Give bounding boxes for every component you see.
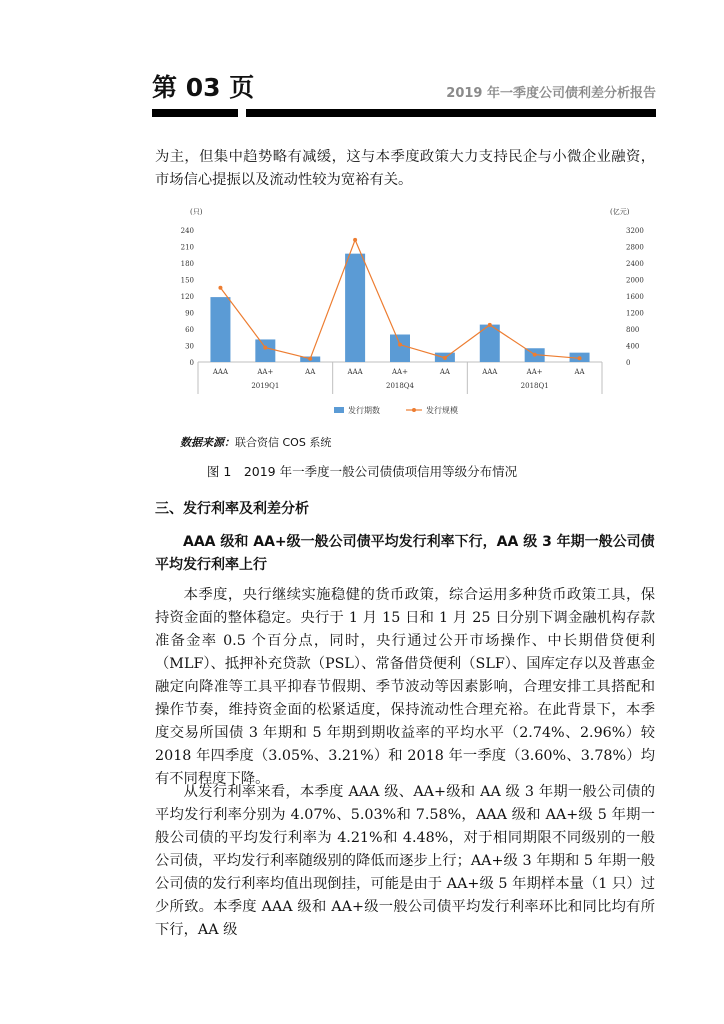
- left-tick-label: 30: [185, 342, 194, 351]
- category-label: AAA: [212, 368, 229, 376]
- category-label: AAA: [482, 368, 498, 376]
- figure-caption: 图 1 2019 年一季度一般公司债债项信用等级分布情况: [206, 464, 518, 479]
- left-tick-label: 150: [180, 276, 194, 285]
- left-tick-label: 240: [180, 227, 194, 235]
- right-tick-label: 2000: [626, 276, 644, 285]
- intro-paragraph: 为主，但集中趋势略有减缓，这与本季度政策大力支持民企与小微企业融资，市场信心提振以及流动性较为宽裕有关。: [155, 149, 655, 188]
- legend-swatch-bar: [334, 407, 344, 413]
- line-point: [578, 356, 582, 360]
- subheading: AAA 级和 AA+级一般公司债平均发行利率下行，AA 级 3 年期一般公司债平均发行利率上行: [155, 534, 655, 573]
- left-tick-label: 60: [185, 326, 194, 334]
- right-tick-label: 2400: [626, 260, 644, 268]
- data-source-label: 数据来源：: [180, 436, 235, 449]
- left-tick-label: 210: [180, 243, 194, 252]
- category-label: AA+: [392, 368, 408, 376]
- line-point: [488, 323, 492, 327]
- category-label: AA+: [526, 368, 543, 376]
- category-label: AA: [574, 368, 585, 376]
- group-label: 2018Q1: [520, 382, 549, 390]
- right-tick-label: 1200: [626, 309, 644, 318]
- left-tick-label: 180: [180, 260, 194, 268]
- line-point: [398, 343, 402, 347]
- data-source: [180, 434, 331, 450]
- left-tick-label: 120: [180, 293, 194, 301]
- left-tick-label: 0: [189, 359, 194, 367]
- bar: [345, 254, 365, 362]
- right-tick-label: 1600: [626, 293, 644, 301]
- bar: [210, 297, 230, 362]
- category-label: AA: [439, 368, 450, 376]
- category-label: AAA: [347, 368, 363, 376]
- right-tick-label: 2800: [626, 243, 644, 252]
- report-title: 2019 年一季度公司债利差分析报告: [446, 86, 656, 101]
- section-heading: 三、发行利率及利差分析: [155, 501, 309, 517]
- line-point: [263, 346, 267, 350]
- paragraph-issuance-rates: 从发行利率来看，本季度 AAA 级、AA+级和 AA 级 3 年期一般公司债的平均发行利率分别为 4.07%、5.03%和 7.58%，AAA 级和 AA+级 5 年期一般公司债的平均发行利率为 4.21%和 4.48%，对于相同期限不同级别的一般公司债，平均发行利率随级别的降低而逐步上行；AA+级 3 年期和 5 年期一般公司债的发行利率均值出现倒挂，可能是由于 AA+级 5 年期样本量（1 只）过少所致。本季度 AAA 级和 AA+级一般公司债平均发行利率环比和同比均有所下行，AA 级: [155, 784, 655, 938]
- page-number: 第 03 页: [152, 73, 255, 102]
- paragraph-policy: 本季度，央行继续实施稳健的货币政策，综合运用多种货币政策工具，保持资金面的整体稳定。央行于 1 月 15 日和 1 月 25 日分别下调金融机构存款准备金率 0.5 个百分点，同时，央行通过公开市场操作、中长期借贷便利（MLF）、抵押补充贷款（PSL）、常备借贷便利（SLF）、国库定存以及普惠金融定向降准等工具平抑春节假期、季节波动等因素影响，合理安排工具搭配和操作节奏，维持资金面的松紧适度，保持流动性合理充裕。在此背景下，本季度交易所国债 3 年期和 5 年期到期收益率的平均水平（2.74%、2.96%）较 2018 年四季度（3.05%、3.21%）和 2018 年一季度（3.60%、3.78%）均有不同程度下降。: [155, 587, 655, 787]
- line-point: [443, 356, 447, 360]
- group-label: 2018Q4: [385, 382, 415, 390]
- left-tick-label: 90: [185, 309, 194, 318]
- group-label: 2019Q1: [251, 382, 280, 390]
- line-point: [353, 238, 357, 242]
- data-source-value: 联合资信 COS 系统: [235, 436, 332, 449]
- right-tick-label: 400: [626, 342, 640, 351]
- left-axis-unit: (只): [190, 208, 203, 216]
- bar: [255, 339, 275, 362]
- right-tick-label: 3200: [626, 227, 644, 235]
- rating-distribution-chart: [150, 200, 650, 428]
- header-rule-short: [152, 109, 238, 117]
- right-tick-label: 800: [626, 326, 640, 334]
- line-point: [533, 353, 537, 357]
- category-label: AA: [305, 368, 316, 376]
- category-label: AA+: [257, 368, 274, 376]
- header-rule-long: [246, 109, 656, 117]
- page-header: [152, 68, 656, 118]
- legend-label-bar: 发行期数: [348, 406, 380, 415]
- line-point: [218, 286, 222, 290]
- right-tick-label: 0: [626, 359, 631, 367]
- legend-swatch-marker: [412, 408, 416, 412]
- line-point: [308, 357, 312, 361]
- legend-label-line: 发行规模: [426, 406, 458, 415]
- bar: [390, 335, 410, 363]
- right-axis-unit: (亿元): [610, 208, 630, 216]
